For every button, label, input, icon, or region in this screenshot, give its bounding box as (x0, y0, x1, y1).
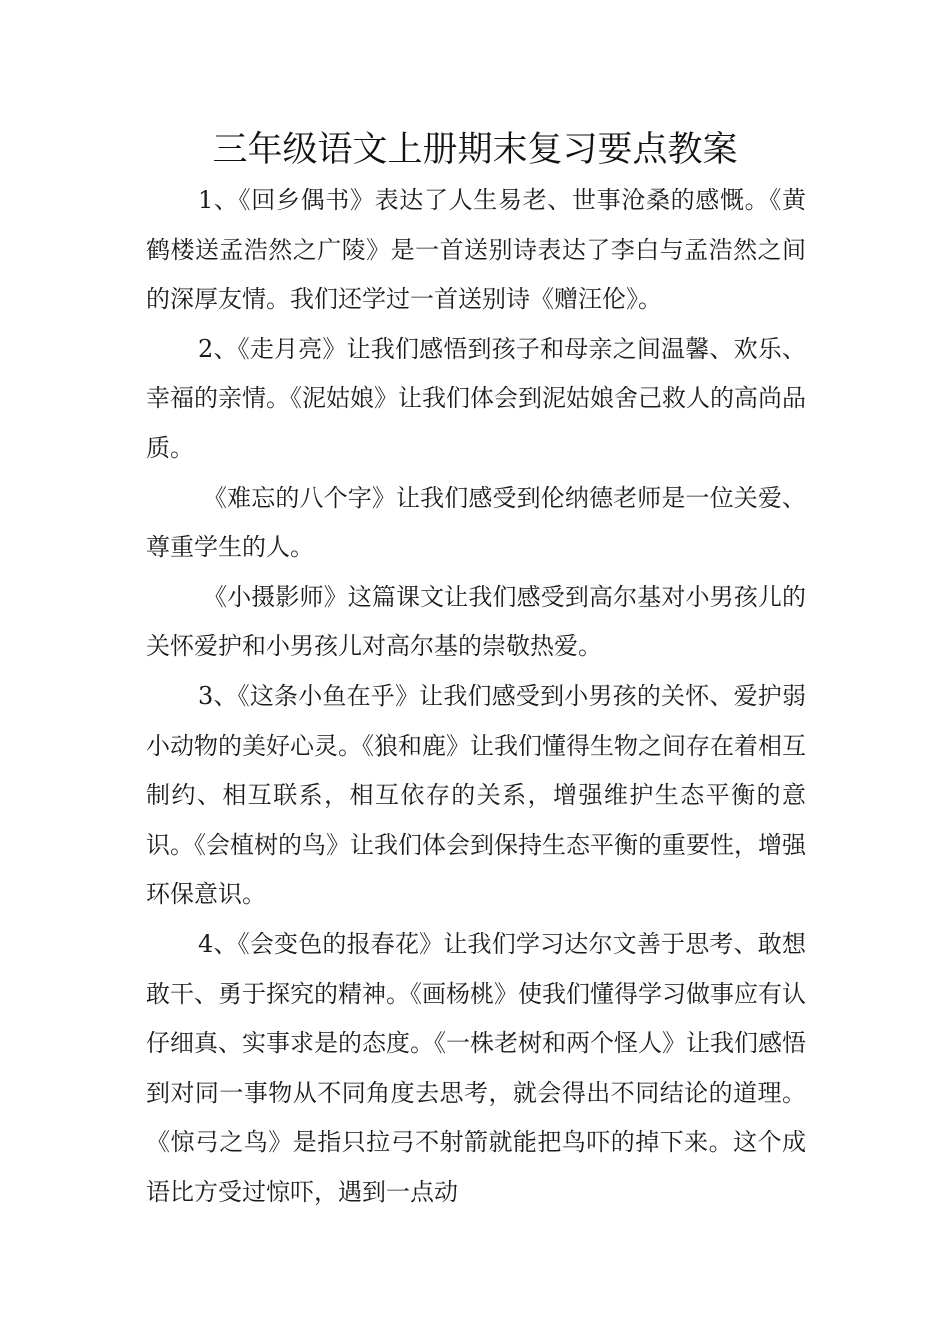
document-title: 三年级语文上册期末复习要点教案 (212, 130, 738, 170)
paragraph-1: 1、《回乡偶书》表达了人生易老、世事沧桑的感慨。《黄鹤楼送孟浩然之广陵》是一首送别诗表达了李白与孟浩然之间的深厚友情。我们还学过一首送别诗《赠汪伦》。 (146, 186, 806, 314)
paragraph-6: 4、《会变色的报春花》让我们学习达尔文善于思考、敢想敢干、勇于探究的精神。《画杨桃》使我们懂得学习做事应有认仔细真、实事求是的态度。《一株老树和两个怪人》让我们感悟到对同一事物从不同角度去思考，就会得出不同结论的道理。《惊弓之鸟》是指只拉弓不射箭就能把鸟吓的掉下来。这个成语比方受过惊吓，遇到一点动 (146, 929, 806, 1206)
paragraph-5: 3、《这条小鱼在乎》让我们感受到小男孩的关怀、爱护弱小动物的美好心灵。《狼和鹿》让我们懂得生物之间存在着相互制约、相互联系，相互依存的关系，增强维护生态平衡的意识。《会植树的鸟》让我们体会到保持生态平衡的重要性，增强环保意识。 (146, 681, 806, 909)
paragraph-4: 《小摄影师》这篇课文让我们感受到高尔基对小男孩儿的关怀爱护和小男孩儿对高尔基的崇敬热爱。 (146, 582, 806, 661)
document-body (146, 176, 806, 1217)
paragraph-2: 2、《走月亮》让我们感悟到孩子和母亲之间温馨、欢乐、幸福的亲情。《泥姑娘》让我们体会到泥姑娘舍己救人的高尚品质。 (146, 334, 806, 462)
paragraph-3: 《难忘的八个字》让我们感受到伦纳德老师是一位关爱、尊重学生的人。 (146, 483, 806, 562)
